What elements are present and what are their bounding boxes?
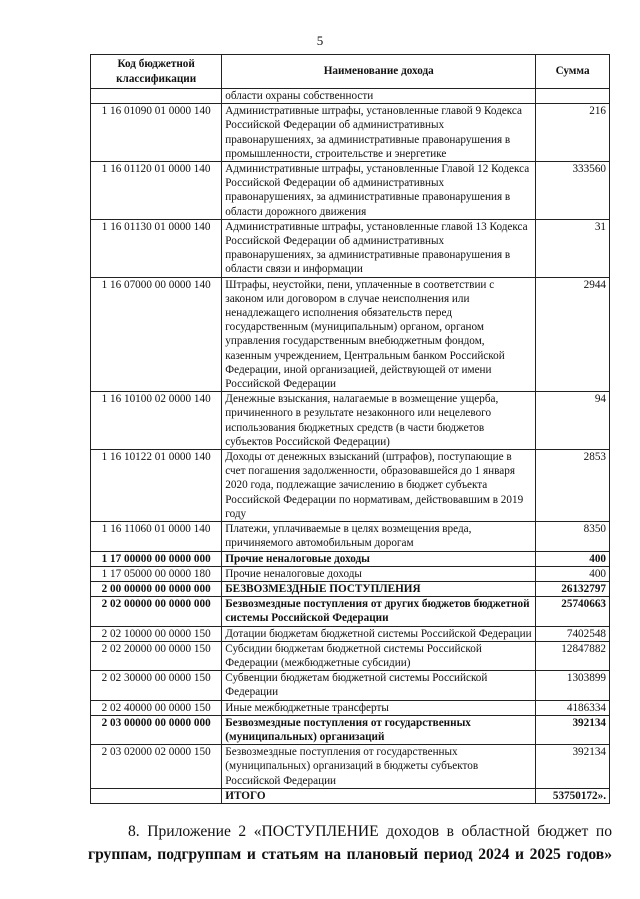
table-row bbox=[91, 788, 610, 803]
revenue-name-cell: Иные межбюджетные трансферты bbox=[222, 700, 536, 715]
table-row bbox=[91, 219, 610, 277]
revenue-name-cell: Дотации бюджетам бюджетной системы Российской Федерации bbox=[222, 626, 536, 641]
amount-cell: 7402548 bbox=[536, 626, 610, 641]
amount-cell: 53750172». bbox=[536, 788, 610, 803]
header-name: Наименование дохода bbox=[222, 55, 536, 89]
table-header-row bbox=[91, 55, 610, 89]
budget-code-cell: 2 00 00000 00 0000 000 bbox=[91, 581, 222, 596]
revenue-name-cell: области охраны собственности bbox=[222, 89, 536, 104]
budget-code-cell: 1 16 01130 01 0000 140 bbox=[91, 219, 222, 277]
budget-code-cell: 1 16 01120 01 0000 140 bbox=[91, 162, 222, 220]
table-row bbox=[91, 551, 610, 566]
amount-cell: 94 bbox=[536, 392, 610, 450]
revenue-name-cell: Безвозмездные поступления от государственных (муниципальных) организаций в бюджеты субъектов Российской Федерации bbox=[222, 745, 536, 789]
revenue-name-cell: Административные штрафы, установленные главой 9 Кодекса Российской Федерации об административных правонарушениях, за административные правонарушения в промышленности, строительстве и энергетике bbox=[222, 104, 536, 162]
amount-cell: 4186334 bbox=[536, 700, 610, 715]
table-body bbox=[91, 89, 610, 804]
budget-code-cell: 1 16 07000 00 0000 140 bbox=[91, 277, 222, 392]
amount-cell: 2944 bbox=[536, 277, 610, 392]
amount-cell: 8350 bbox=[536, 522, 610, 551]
revenue-name-cell: Прочие неналоговые доходы bbox=[222, 566, 536, 581]
table-row bbox=[91, 522, 610, 551]
table-row bbox=[91, 450, 610, 522]
amount-cell: 25740663 bbox=[536, 597, 610, 626]
table-row bbox=[91, 104, 610, 162]
budget-code-cell: 1 16 10100 02 0000 140 bbox=[91, 392, 222, 450]
table-row bbox=[91, 671, 610, 700]
amount-cell: 392134 bbox=[536, 715, 610, 744]
amount-cell: 1303899 bbox=[536, 671, 610, 700]
amount-cell: 31 bbox=[536, 219, 610, 277]
table-row bbox=[91, 700, 610, 715]
budget-code-cell bbox=[91, 788, 222, 803]
amount-cell: 2853 bbox=[536, 450, 610, 522]
table-row bbox=[91, 597, 610, 626]
table-row bbox=[91, 89, 610, 104]
revenue-name-cell: Прочие неналоговые доходы bbox=[222, 551, 536, 566]
budget-code-cell: 2 02 20000 00 0000 150 bbox=[91, 641, 222, 670]
revenue-name-cell: Платежи, уплачиваемые в целях возмещения вреда, причиняемого автомобильным дорогам bbox=[222, 522, 536, 551]
appendix-heading-line-2: группам, подгруппам и статьям на плановый период 2024 и 2025 годов» bbox=[88, 846, 612, 863]
budget-code-cell: 1 16 10122 01 0000 140 bbox=[91, 450, 222, 522]
revenue-name-cell: Безвозмездные поступления от других бюджетов бюджетной системы Российской Федерации bbox=[222, 597, 536, 626]
table-row bbox=[91, 745, 610, 789]
header-sum: Сумма bbox=[536, 55, 610, 89]
table-row bbox=[91, 641, 610, 670]
revenue-name-cell: Административные штрафы, установленные главой 13 Кодекса Российской Федерации об административных правонарушениях, за административные правонарушения в области связи и информации bbox=[222, 219, 536, 277]
table-row bbox=[91, 581, 610, 596]
header-code: Код бюджетной классификации bbox=[91, 55, 222, 89]
budget-code-cell: 2 03 02000 02 0000 150 bbox=[91, 745, 222, 789]
table-row bbox=[91, 392, 610, 450]
budget-code-cell: 1 17 05000 00 0000 180 bbox=[91, 566, 222, 581]
appendix-heading-line-1: 8. Приложение 2 «ПОСТУПЛЕНИЕ доходов в областной бюджет по bbox=[128, 823, 612, 840]
revenue-name-cell: БЕЗВОЗМЕЗДНЫЕ ПОСТУПЛЕНИЯ bbox=[222, 581, 536, 596]
revenue-name-cell: Штрафы, неустойки, пени, уплаченные в соответствии с законом или договором в случае неисполнения или ненадлежащего исполнения обязательств перед государственным (муниципальным) органом, органом управления государственным внебюджетным фондом, казенным учреждением, Центральным банком Российской Федерации, иной организацией, действующей от имени Российской Федерации bbox=[222, 277, 536, 392]
budget-code-cell: 2 02 40000 00 0000 150 bbox=[91, 700, 222, 715]
amount-cell: 400 bbox=[536, 566, 610, 581]
budget-code-cell: 1 16 11060 01 0000 140 bbox=[91, 522, 222, 551]
budget-code-cell: 2 02 30000 00 0000 150 bbox=[91, 671, 222, 700]
amount-cell: 333560 bbox=[536, 162, 610, 220]
amount-cell: 400 bbox=[536, 551, 610, 566]
table-row bbox=[91, 162, 610, 220]
table-row bbox=[91, 277, 610, 392]
amount-cell: 392134 bbox=[536, 745, 610, 789]
amount-cell: 12847882 bbox=[536, 641, 610, 670]
budget-code-cell: 2 03 00000 00 0000 000 bbox=[91, 715, 222, 744]
revenue-name-cell: Административные штрафы, установленные Главой 12 Кодекса Российской Федерации об административных правонарушениях, за административные правонарушения в области дорожного движения bbox=[222, 162, 536, 220]
revenue-table bbox=[90, 54, 610, 804]
budget-code-cell bbox=[91, 89, 222, 104]
page-number: 5 bbox=[316, 33, 324, 48]
budget-code-cell: 1 17 00000 00 0000 000 bbox=[91, 551, 222, 566]
table-row bbox=[91, 566, 610, 581]
amount-cell bbox=[536, 89, 610, 104]
budget-code-cell: 2 02 00000 00 0000 000 bbox=[91, 597, 222, 626]
table-row bbox=[91, 626, 610, 641]
revenue-name-cell: Денежные взыскания, налагаемые в возмещение ущерба, причиненного в результате незаконного или нецелевого использования бюджетных средств (в части бюджетов субъектов Российской Федерации) bbox=[222, 392, 536, 450]
revenue-name-cell: Безвозмездные поступления от государственных (муниципальных) организаций bbox=[222, 715, 536, 744]
revenue-name-cell: ИТОГО bbox=[222, 788, 536, 803]
amount-cell: 26132797 bbox=[536, 581, 610, 596]
amount-cell: 216 bbox=[536, 104, 610, 162]
budget-code-cell: 2 02 10000 00 0000 150 bbox=[91, 626, 222, 641]
appendix-heading bbox=[88, 820, 612, 866]
revenue-name-cell: Субсидии бюджетам бюджетной системы Российской Федерации (межбюджетные субсидии) bbox=[222, 641, 536, 670]
revenue-name-cell: Доходы от денежных взысканий (штрафов), поступающие в счет погашения задолженности, образовавшейся до 1 января 2020 года, подлежащие зачислению в бюджет субъекта Российской Федерации по нормативам, действовавшим в 2019 году bbox=[222, 450, 536, 522]
table-row bbox=[91, 715, 610, 744]
budget-code-cell: 1 16 01090 01 0000 140 bbox=[91, 104, 222, 162]
revenue-name-cell: Субвенции бюджетам бюджетной системы Российской Федерации bbox=[222, 671, 536, 700]
